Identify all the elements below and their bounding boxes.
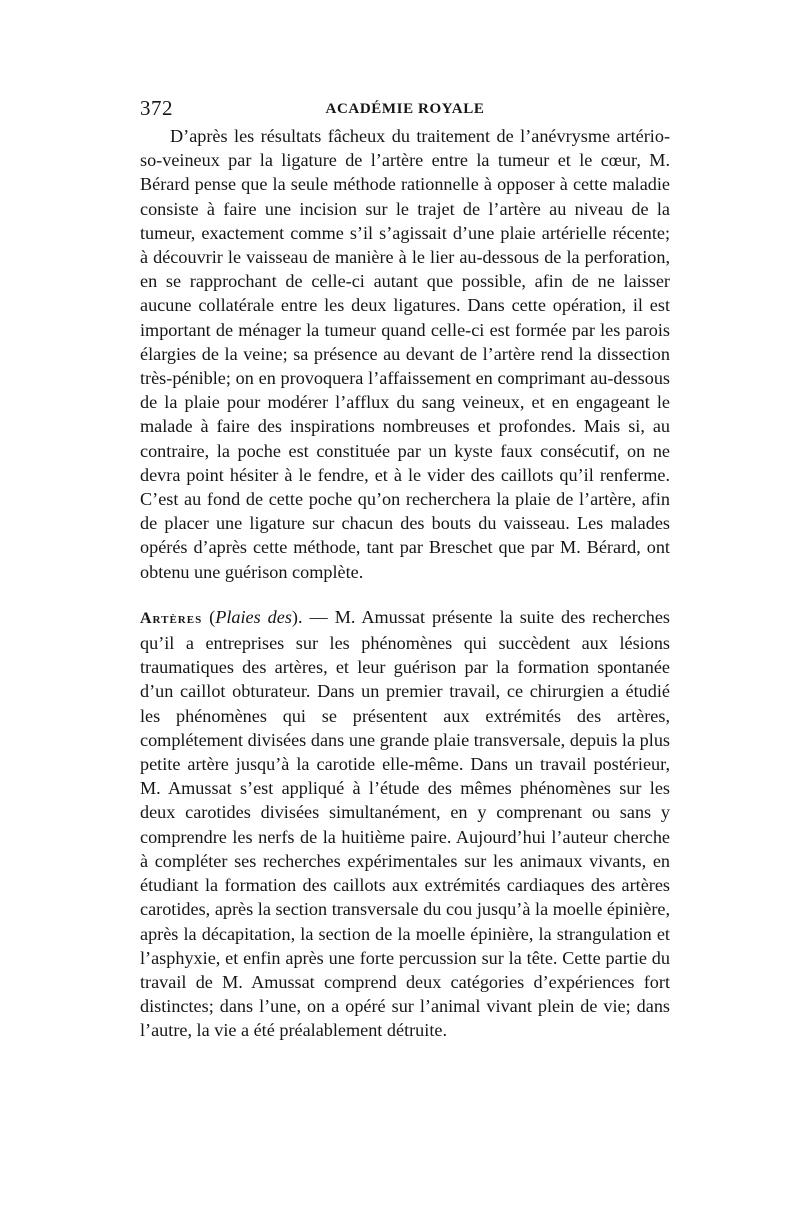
paragraph-anevrysme xyxy=(140,124,670,584)
running-title: ACADÉMIE ROYALE xyxy=(325,101,485,117)
running-head xyxy=(140,94,670,124)
lead-paren-open: ( xyxy=(202,606,216,627)
section-lead-word: Artères xyxy=(140,609,203,627)
section-lead-italic: Plaies des xyxy=(215,606,292,627)
paragraph-arteres-text: M. Amussat présente la suite des recherches qu’il a entreprises sur les phénomènes qui succèdent aux lésions traumatiques des artères, et leur guérison par la formation spontanée d’un caillot obturateur. Dans un premier travail, ce chirurgien a étudié les phénomènes qui se présentent aux extrémités des artères, complétement divisées dans une grande plaie transversale, depuis la plus petite artère jusqu’à la carotide elle-même. Dans un travail postérieur, M. Amussat s’est appliqué à l’étude des mêmes phénomènes sur les deux carotides divisées simultanément, en y comprenant ou sans y comprendre les nerfs de la huitième paire. Aujourd’hui l’auteur cherche à compléter ses recherches expérimentales sur les animaux vivants, en étudiant la formation des caillots aux extrémités cardiaques des artères carotides, après la section transversale du cou jusqu’à la moelle épinière, après la décapitation, la section de la moelle épinière, la strangulation et l’asphyxie, et enfin après une forte percussion sur la tête. Cette partie du travail de M. Amussat comprend deux catégories d’expériences fort distinctes; dans l’une, on a opéré sur l’animal vivant plein de vie; dans l’autre, la vie a été préalablement détruite. xyxy=(140,606,670,1041)
book-page xyxy=(140,94,670,1043)
paragraph-anevrysme-text: D’après les résultats fâcheux du traitement de l’anévrysme artério-so-veineux par la ligature de l’artère entre la tumeur et le cœur, M. Bérard pense que la seule méthode rationnelle à opposer à cette maladie consiste à faire une incision sur le trajet de l’artère au niveau de la tumeur, exactement comme s’il s’agissait d’une plaie artérielle récente; à découvrir le vaisseau de manière à le lier au-dessous de la perforation, en se rapprochant de celle-ci autant que possible, afin de ne laisser aucune collatérale entre les deux ligatures. Dans cette opération, il est important de ménager la tumeur quand celle-ci est formée par les parois élargies de la veine; sa présence au devant de l’artère rend la dissection très-pénible; on en provoquera l’affaissement en comprimant au-dessous de la plaie pour modérer l’afflux du sang veineux, et en engageant le malade à faire des inspirations nombreuses et profondes. Mais si, au contraire, la poche est constituée par un kyste faux consécutif, on ne devra point hésiter à le fendre, et à le vider des caillots qu’il renferme. C’est au fond de cette poche qu’on recherchera la plaie de l’artère, afin de placer une ligature sur chacun des bouts du vaisseau. Les malades opérés d’après cette méthode, tant par Breschet que par M. Bérard, ont obtenu une guérison complète. xyxy=(140,126,670,582)
paragraph-arteres xyxy=(140,605,670,1043)
lead-paren-close: ). — xyxy=(291,606,335,627)
page-number: 372 xyxy=(140,96,173,120)
